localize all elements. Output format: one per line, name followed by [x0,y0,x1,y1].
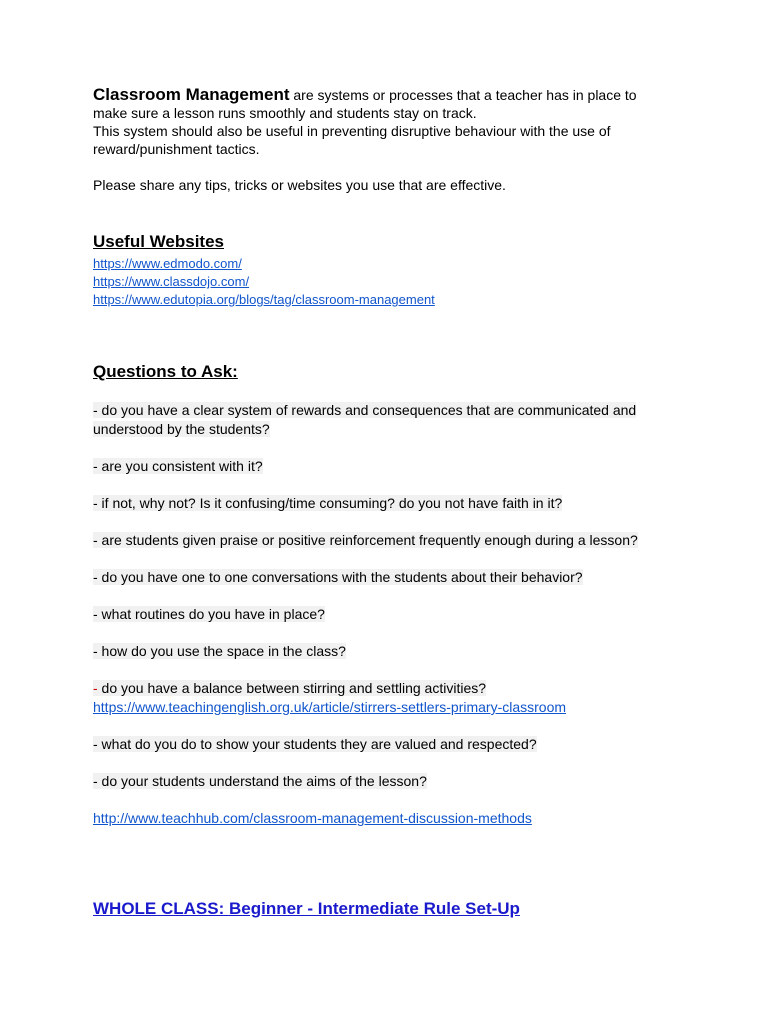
document-page [93,85,683,918]
intro-line-2: make sure a lesson runs smoothly and students stay on track. [93,105,477,121]
whole-class-heading-link[interactable]: WHOLE CLASS: Beginner - Intermediate Rule Set-Up [93,899,520,918]
question-item [93,401,683,439]
intro-line-1 [93,86,683,104]
question-item [93,494,683,513]
question-item [93,772,683,791]
question-text: - what do you do to show your students they are valued and respected? [93,736,537,752]
link-edmodo[interactable]: https://www.edmodo.com/ [93,256,242,271]
question-text: - are students given praise or positive reinforcement frequently enough during a lesson? [93,532,638,548]
intro-paragraph [93,86,683,158]
question-dash: - [93,680,98,696]
question-text: - do you have a clear system of rewards and consequences that are communicated and [93,402,637,418]
useful-websites-list [93,255,435,309]
question-item [93,605,683,624]
question-text: do you have a balance between stirring and settling activities? [97,680,487,696]
question-item [93,642,683,661]
link-teachhub[interactable]: http://www.teachhub.com/classroom-management-discussion-methods [93,810,532,826]
question-item [93,679,683,717]
question-item [93,457,683,476]
question-text: - do you have one to one conversations with the students about their behavior? [93,569,583,585]
question-item [93,568,683,587]
question-item [93,735,683,754]
question-text: - if not, why not? Is it confusing/time consuming? do you not have faith in it? [93,495,563,511]
questions-list [93,401,683,809]
intro-line-4: reward/punishment tactics. [93,141,260,157]
questions-heading: Questions to Ask: [93,362,238,381]
question-text: - do your students understand the aims of the lesson? [93,773,427,789]
question-text: - how do you use the space in the class? [93,643,346,659]
intro-term: Classroom Management [93,85,290,104]
question-text: understood by the students? [93,421,270,437]
useful-websites-heading: Useful Websites [93,232,225,251]
link-edutopia[interactable]: https://www.edutopia.org/blogs/tag/classroom-management [93,292,435,307]
question-text: - what routines do you have in place? [93,606,325,622]
intro-line-3: This system should also be useful in preventing disruptive behaviour with the use of [93,123,611,139]
link-teachingenglish[interactable]: https://www.teachingenglish.org.uk/article/stirrers-settlers-primary-classroom [93,699,567,715]
link-classdojo[interactable]: https://www.classdojo.com/ [93,274,250,289]
question-text: - are you consistent with it? [93,458,263,474]
share-prompt: Please share any tips, tricks or websites you use that are effective. [93,177,506,193]
question-item [93,531,683,550]
intro-definition: are systems or processes that a teacher has in place to [289,87,637,103]
